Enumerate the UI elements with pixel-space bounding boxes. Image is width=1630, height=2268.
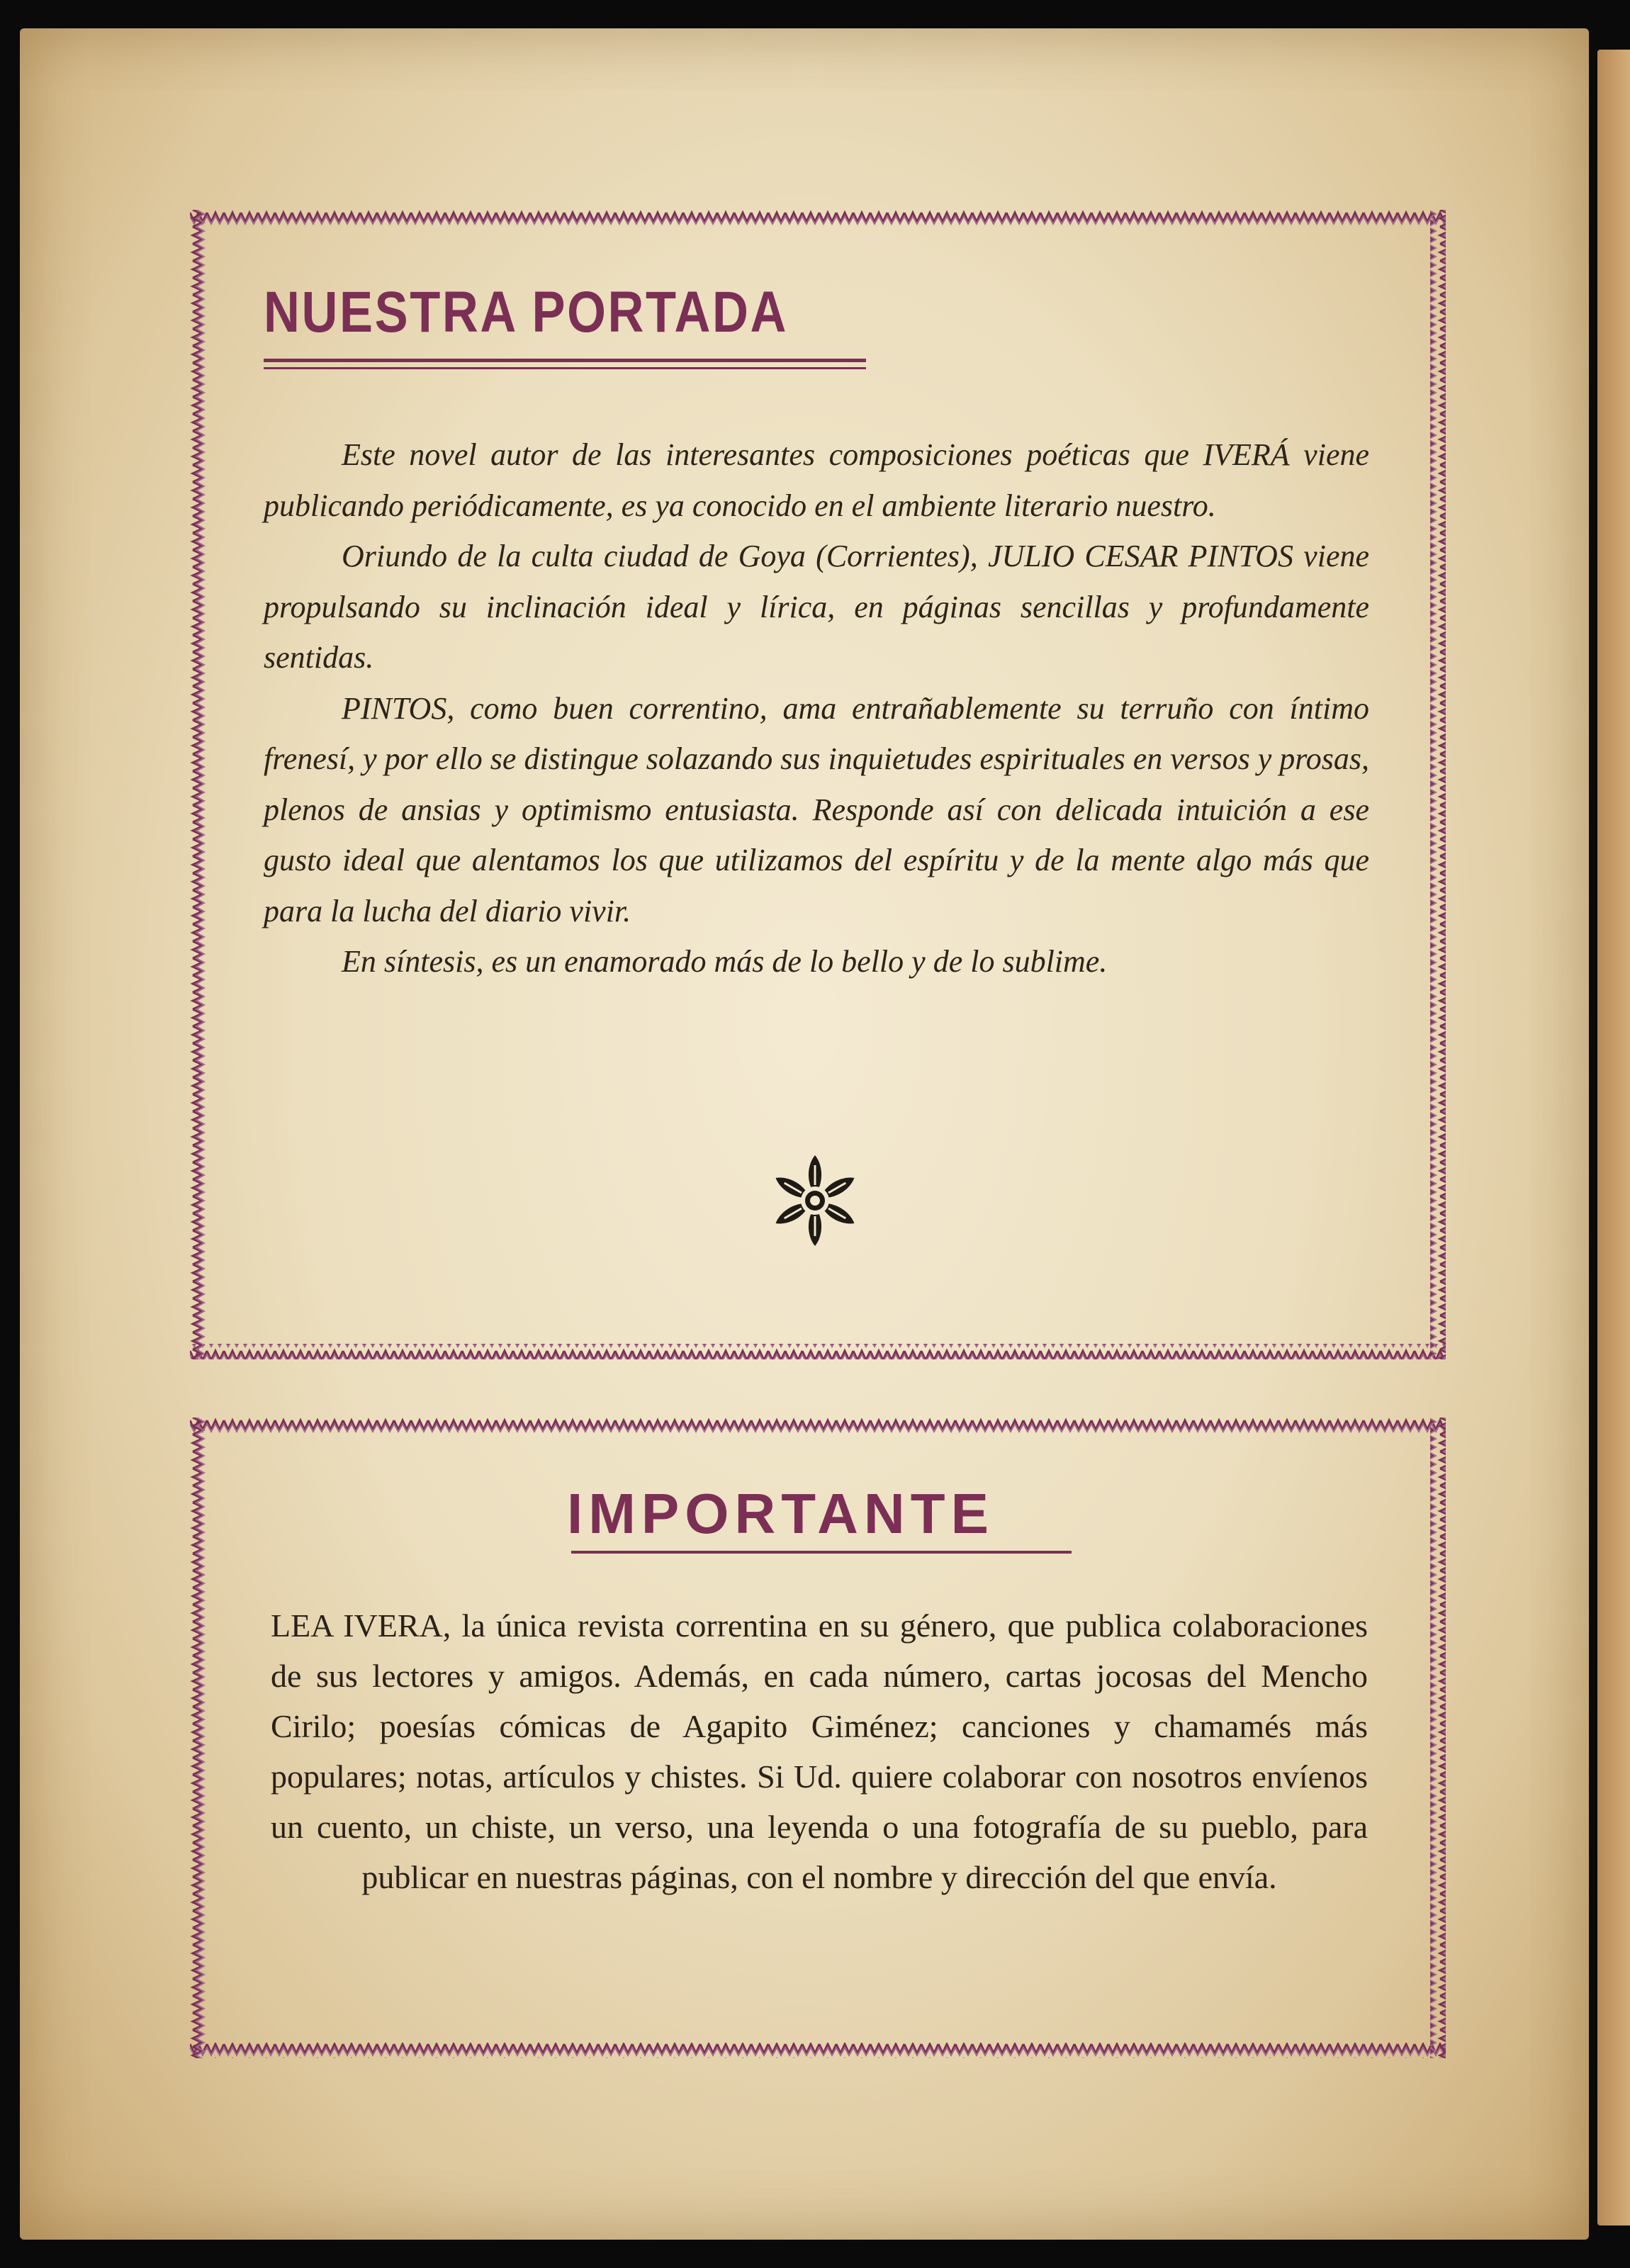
portada-heading-underline: [264, 359, 866, 362]
portada-paragraph: PINTOS, como buen correntino, ama entrañablemente su terruño con íntimo frenesí, y por ello se distingue solazando sus inquietudes espirituales en versos y prosas, plenos de ansias y optimismo entusiasta. Responde así con delicada intuición a ese gusto ideal que alentamos los que utilizamos del espíritu y de la mente algo más que para la lucha del diario vivir.: [264, 690, 1369, 928]
portada-paragraph: Este novel autor de las interesantes composiciones poéticas que IVERÁ viene publicando periódicamente, es ya conocido en el ambiente literario nuestro.: [264, 437, 1369, 523]
portada-heading: NUESTRA PORTADA: [264, 280, 788, 344]
adjacent-page-edge: [1597, 50, 1630, 2225]
portada-paragraph: Oriundo de la culta ciudad de Goya (Corrientes), JULIO CESAR PINTOS viene propulsando su inclinación ideal y lírica, en páginas sencillas y profundamente sentidas.: [264, 539, 1369, 675]
flower-ornament-icon: [765, 1151, 865, 1254]
importante-body: LEA IVERA, la única revista correntina en su género, que publica colaboraciones de sus lectores y amigos. Además, en cada número, cartas jocosas del Mencho Cirilo; poesías cómicas de Agapito Giménez; canciones y chamamés más populares; notas, artículos y chistes. Si Ud. quiere colaborar con nosotros envíenos un cuento, un chiste, un verso, una leyenda o una fotografía de su pueblo, para publicar en nuestras páginas, con el nombre y dirección del que envía.: [271, 1607, 1368, 1895]
portada-heading-underline-second: [264, 367, 866, 369]
portada-article: [264, 430, 1369, 987]
portada-paragraph: En síntesis, es un enamorado más de lo bello y de lo sublime.: [342, 944, 1108, 979]
importante-heading: IMPORTANTE: [567, 1482, 994, 1545]
importante-heading-underline: [571, 1551, 1072, 1554]
